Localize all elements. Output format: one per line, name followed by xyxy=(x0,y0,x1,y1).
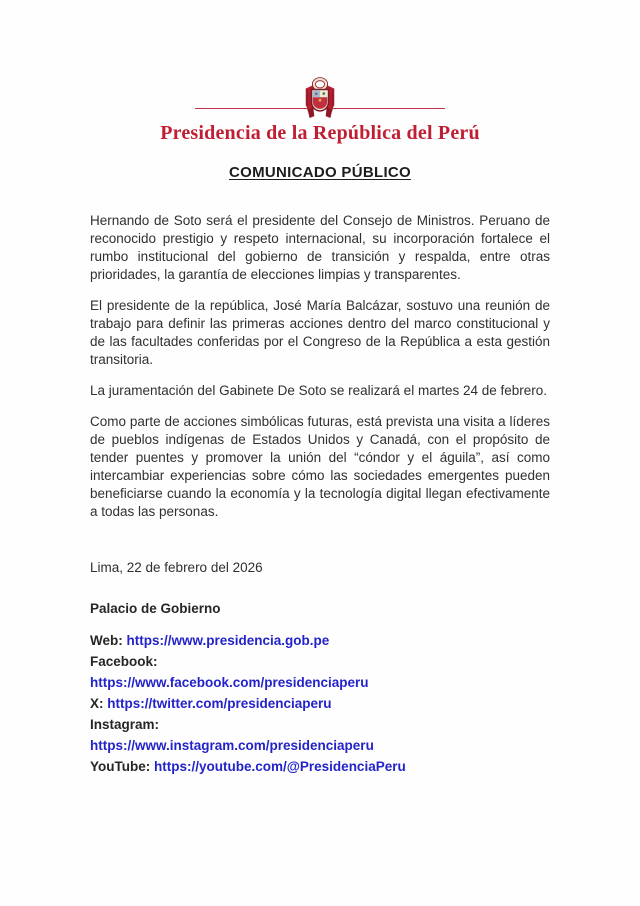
link-row xyxy=(90,672,550,693)
link-row xyxy=(90,630,550,651)
org-title: Presidencia de la República del Perú xyxy=(160,122,480,144)
body-paragraph: La juramentación del Gabinete De Soto se realizará el martes 24 de febrero. xyxy=(90,383,548,398)
link-row xyxy=(90,651,550,672)
signature: Palacio de Gobierno xyxy=(90,601,221,616)
link-row xyxy=(90,693,550,714)
links-block xyxy=(90,630,550,777)
instagram-link-label: Instagram: xyxy=(90,717,160,732)
x-link-label: X: xyxy=(90,696,108,711)
peru-coat-of-arms-icon xyxy=(301,76,339,127)
link-row xyxy=(90,714,550,735)
header-crest-row xyxy=(195,76,445,122)
web-link-label: Web: xyxy=(90,633,127,648)
dateline: Lima, 22 de febrero del 2026 xyxy=(90,560,263,575)
body-paragraph: Como parte de acciones simbólicas futuras, está prevista una visita a líderes de pueblos indígenas de Estados Unidos y Canadá, con el propósito de tender puentes y promover la unión del “cóndor y el águila”, así como intercambiar experiencias sobre cómo las sociedades emergentes pueden beneficiarse cuando la economía y la tecnología digital llegan efectivamente a todas las personas. xyxy=(90,414,550,519)
link-row xyxy=(90,735,550,756)
youtube-link-label: YouTube: xyxy=(90,759,154,774)
body-paragraph: Hernando de Soto será el presidente del Consejo de Ministros. Peruano de reconocido prestigio y respeto internacional, su incorporación fortalece el rumbo institucional del gobierno de transición y respalda, entre otras prioridades, la garantía de elecciones limpias y transparentes. xyxy=(90,213,550,282)
facebook-link[interactable]: https://www.facebook.com/presidenciaperu xyxy=(90,675,369,690)
x-link[interactable]: https://twitter.com/presidenciaperu xyxy=(107,696,332,711)
facebook-link-label: Facebook: xyxy=(90,654,158,669)
instagram-link[interactable]: https://www.instagram.com/presidenciaperu xyxy=(90,738,374,753)
web-link[interactable]: https://www.presidencia.gob.pe xyxy=(126,633,330,648)
document-title xyxy=(0,164,640,181)
paragraphs xyxy=(90,212,550,521)
youtube-link[interactable]: https://youtube.com/@PresidenciaPeru xyxy=(154,759,406,774)
document-title-text: COMUNICADO PÚBLICO xyxy=(228,164,412,181)
link-row xyxy=(90,756,550,777)
body-paragraph: El presidente de la república, José María Balcázar, sostuvo una reunión de trabajo para definir las primeras acciones dentro del marco constitucional y de las facultades conferidas por el Congreso de la República a esta gestión transitoria. xyxy=(90,298,550,367)
